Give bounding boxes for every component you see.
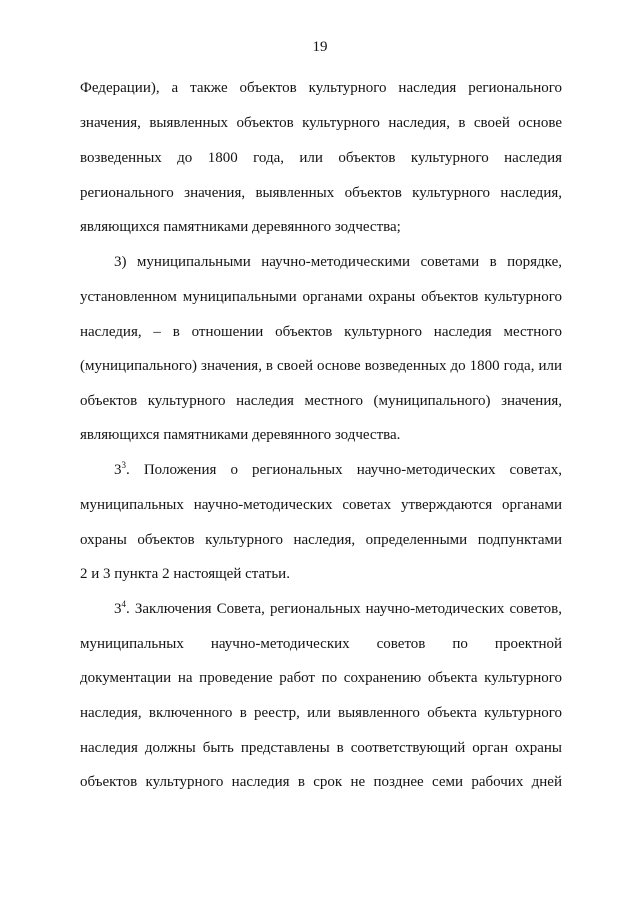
clause-suffix: . [126,601,130,617]
text-line: установленном муниципальными органами охраны объектов культурного [80,289,562,305]
clause-superscript: 4 [121,599,126,609]
text-line: наследия, – в отношении объектов культурного наследия местного [80,324,562,340]
clause-3-3-first-line [114,460,562,480]
text-line: значения, выявленных объектов культурного наследия, в своей основе [80,115,562,131]
page-number: 19 [312,39,328,55]
clause-number: 3 [114,462,122,478]
text-line: 3) муниципальными научно-методическими советами в порядке, [114,254,562,270]
text-line: документации на проведение работ по сохранению объекта культурного [80,670,562,686]
text-line: Заключения Совета, региональных научно-методических советов, [134,601,563,617]
clause-number: 3 [114,601,122,617]
text-line: 2 и 3 пункта 2 настоящей статьи. [80,566,290,582]
clause-3-4-first-line [114,599,562,619]
text-line: возведенных до 1800 года, или объектов культурного наследия [80,150,562,166]
text-line: являющихся памятниками деревянного зодчества; [80,219,401,235]
text-line: объектов культурного наследия местного (муниципального) значения, [80,393,562,409]
text-line: наследия должны быть представлены в соответствующий орган охраны [80,740,562,756]
text-line: муниципальных научно-методических советах утверждаются органами [80,497,562,513]
text-line: Положения о региональных научно-методических советах, [143,462,563,478]
text-line: (муниципального) значения, в своей основе возведенных до 1800 года, или [80,358,562,374]
clause-superscript: 3 [121,460,126,470]
text-line: Федерации), а также объектов культурного наследия регионального [80,80,562,96]
text-line: наследия, включенного в реестр, или выявленного объекта культурного [80,705,562,721]
text-line: охраны объектов культурного наследия, определенными подпунктами [80,532,562,548]
text-line: являющихся памятниками деревянного зодчества. [80,427,401,443]
clause-suffix: . [126,462,130,478]
text-line: муниципальных научно-методических советов по проектной [80,636,562,652]
text-line: регионального значения, выявленных объектов культурного наследия, [80,185,562,201]
text-line: объектов культурного наследия в срок не позднее семи рабочих дней [80,774,562,790]
